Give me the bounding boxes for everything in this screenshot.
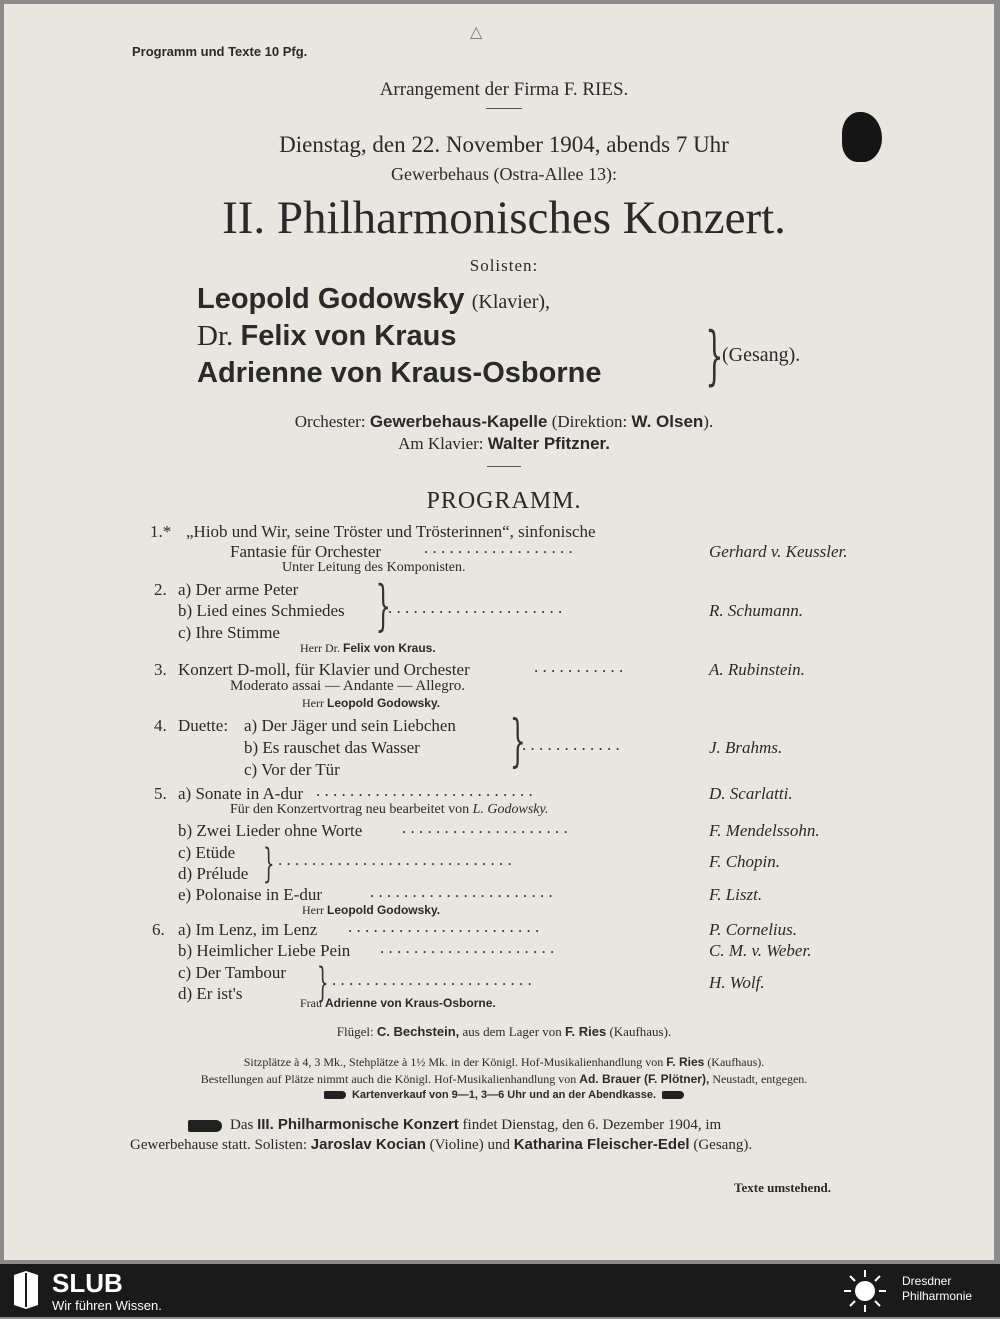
pencil-mark: △	[470, 24, 483, 41]
piano-note-suffix: (Kaufhaus).	[609, 1024, 672, 1039]
tickets-line-2-firm: Ad. Brauer (F. Plötner),	[579, 1072, 710, 1086]
item-5-a-composer: D. Scarlatti.	[709, 784, 793, 803]
concert-title: II. Philharmonisches Konzert.	[222, 192, 786, 244]
director-name: W. Olsen	[631, 412, 704, 431]
item-5-a-dots: . . . . . . . . . . . . . . . . . . . . . . . . . .	[316, 781, 533, 800]
item-6-b-dots: . . . . . . . . . . . . . . . . . . . . .	[380, 938, 555, 957]
tickets-line-1-suffix: (Kaufhaus).	[707, 1055, 765, 1069]
item-2-performer-prefix: Herr Dr.	[300, 641, 340, 655]
soloist-3: Adrienne von Kraus-Osborne	[197, 357, 602, 389]
dp-line-2: Philharmonie	[902, 1289, 973, 1303]
pianist-name: Walter Pfitzner.	[487, 434, 610, 453]
tickets-line-3-text: Kartenverkauf von 9—1, 3—6 Uhr und an der Abendkasse.	[351, 1089, 657, 1101]
item-2-performer-name: Felix von Kraus.	[342, 641, 436, 655]
next-concert-soloist-2: Katharina Fleischer-Edel	[513, 1136, 690, 1153]
item-3-title: Konzert D-moll, für Klavier und Orchester	[178, 660, 470, 679]
soloist-2-prefix: Dr.	[197, 320, 234, 352]
orchestra-label: Orchester:	[294, 412, 366, 431]
item-5-performer-name: Leopold Godowsky.	[326, 903, 441, 917]
price-note: Programm und Texte 10 Pfg.	[132, 44, 308, 59]
next-concert-role-1: (Violine) und	[429, 1137, 510, 1153]
item-5-d: d) Prélude	[178, 864, 249, 883]
item-6-a-dots: . . . . . . . . . . . . . . . . . . . . . . .	[348, 917, 540, 936]
item-1-title-2: Fantasie für Orchester	[230, 542, 382, 561]
piano-label: Am Klavier:	[398, 434, 484, 453]
item-5-performer	[302, 903, 440, 918]
next-concert-soloist-1: Jaroslav Kocian	[310, 1136, 426, 1153]
item-3-number: 3.	[154, 660, 167, 679]
pointing-hand-icon-right	[662, 1091, 684, 1099]
item-5-e: e) Polonaise in E-dur	[178, 885, 322, 904]
item-5-performer-prefix: Herr	[302, 903, 324, 917]
item-4-number: 4.	[154, 716, 167, 735]
item-6-b: b) Heimlicher Liebe Pein	[178, 941, 351, 960]
concert-date: Dienstag, den 22. November 1904, abends 7 Uhr	[279, 132, 729, 157]
soloists-group-role: (Gesang).	[722, 344, 801, 366]
item-1-dots: . . . . . . . . . . . . . . . . . .	[424, 538, 573, 557]
item-4-c: c) Vor der Tür	[244, 760, 340, 779]
piano-accompanist-line	[4, 434, 994, 454]
piano-brand: C. Bechstein,	[376, 1024, 460, 1039]
item-3-performer	[302, 696, 440, 711]
item-4-brace: }	[509, 709, 526, 774]
ornament-divider	[486, 108, 522, 109]
slub-book-icon	[12, 1271, 40, 1309]
soloist-2	[197, 320, 456, 353]
tickets-line-1-text: Sitzplätze à 4, 3 Mk., Stehplätze à 1½ Mk. in der Königl. Hof-Musikalienhandlung von	[243, 1055, 664, 1069]
item-2-composer: R. Schumann.	[709, 601, 803, 620]
dresdner-philharmonie-sun-icon	[842, 1268, 888, 1314]
item-2-a: a) Der arme Peter	[178, 580, 299, 599]
item-2-performer	[300, 641, 436, 656]
item-2-dots: . . . . . . . . . . . . . . . . . . . . .	[388, 598, 563, 617]
soloist-1-name: Leopold Godowsky	[197, 283, 465, 315]
item-2-brace: }	[375, 574, 391, 637]
item-6-number: 6.	[152, 920, 165, 939]
piano-note	[4, 1024, 994, 1040]
item-5-e-dots: . . . . . . . . . . . . . . . . . . . . . .	[370, 882, 553, 901]
soloist-1	[197, 283, 550, 316]
item-5-b-dots: . . . . . . . . . . . . . . . . . . . .	[402, 818, 568, 837]
slub-logo: SLUB	[52, 1268, 123, 1298]
item-5-a-note	[230, 802, 548, 818]
item-6-d: d) Er ist's	[178, 984, 243, 1003]
footer-bar	[0, 1264, 1000, 1317]
item-5-b: b) Zwei Lieder ohne Worte	[178, 821, 363, 840]
item-3-movements: Moderato assai — Andante — Allegro.	[230, 678, 465, 694]
item-5-a: a) Sonate in A-dur	[178, 784, 304, 803]
item-5-cd-brace: }	[262, 841, 275, 887]
item-1-note: Unter Leitung des Komponisten.	[282, 560, 466, 575]
item-5-cd-composer: F. Chopin.	[709, 852, 781, 871]
ornament-divider-2	[487, 466, 521, 467]
item-2-b: b) Lied eines Schmiedes	[178, 601, 345, 620]
item-6-c: c) Der Tambour	[178, 963, 287, 982]
program-sheet	[4, 4, 994, 1260]
next-concert-line-2	[130, 1136, 752, 1154]
concert-venue: Gewerbehaus (Ostra-Allee 13):	[391, 164, 617, 184]
item-5-a-note-text: Für den Konzertvortrag neu bearbeitet von	[230, 802, 470, 817]
next-concert-title: III. Philharmonische Konzert	[257, 1116, 459, 1133]
texts-overleaf-note: Texte umstehend.	[734, 1180, 832, 1195]
item-6-performer	[300, 996, 496, 1011]
item-1-number: 1.*	[150, 522, 172, 541]
item-2-c: c) Ihre Stimme	[178, 623, 280, 642]
item-6-b-composer: C. M. v. Weber.	[709, 941, 812, 960]
item-3-dots: . . . . . . . . . . .	[534, 657, 624, 676]
item-5-number: 5.	[154, 784, 167, 803]
slub-tagline: Wir führen Wissen.	[52, 1298, 162, 1313]
tickets-line-1-firm: F. Ries	[666, 1055, 705, 1069]
next-concert-venue: Gewerbehause statt. Solisten:	[130, 1137, 308, 1153]
item-2-number: 2.	[154, 580, 167, 599]
next-concert-prefix: Das	[230, 1117, 254, 1133]
item-6-cd-brace: }	[316, 960, 329, 1006]
orchestra-line	[4, 412, 994, 432]
item-1-title: „Hiob und Wir, seine Tröster und Trösterinnen“, sinfonische	[186, 522, 596, 541]
tickets-line-2-text: Bestellungen auf Plätze nimmt auch die Königl. Hof-Musikalienhandlung von	[200, 1072, 577, 1086]
next-concert-date: findet Dienstag, den 6. Dezember 1904, im	[462, 1117, 722, 1133]
pointing-hand-icon-large	[188, 1120, 222, 1132]
next-concert-line-1	[188, 1116, 721, 1134]
item-6-performer-name: Adrienne von Kraus-Osborne.	[325, 996, 496, 1010]
item-5-e-composer: F. Liszt.	[709, 885, 763, 904]
piano-note-middle: aus dem Lager von	[462, 1024, 562, 1039]
item-6-a-composer: P. Cornelius.	[709, 920, 798, 939]
item-6-cd-composer: H. Wolf.	[709, 973, 765, 992]
item-5-c: c) Etüde	[178, 843, 236, 862]
item-6-performer-prefix: Frau	[300, 996, 322, 1010]
item-5-a-note-name: L. Godowsky.	[472, 802, 549, 817]
arrangement-line: Arrangement der Firma F. RIES.	[379, 79, 629, 100]
tickets-line-3	[4, 1089, 994, 1101]
tickets-line-2	[4, 1072, 994, 1087]
item-3-performer-name: Leopold Godowsky.	[326, 696, 441, 710]
item-4-label: Duette:	[178, 716, 229, 735]
piano-note-prefix: Flügel:	[336, 1024, 374, 1039]
tickets-line-1	[4, 1055, 994, 1070]
item-5-b-composer: F. Mendelssohn.	[709, 821, 820, 840]
item-6-a: a) Im Lenz, im Lenz	[178, 920, 318, 939]
item-4-b: b) Es rauschet das Wasser	[244, 738, 420, 757]
pointing-hand-icon	[324, 1091, 346, 1099]
item-4-dots: . . . . . . . . . . . .	[522, 735, 620, 754]
direction-close: ).	[703, 412, 714, 431]
soloist-1-role: (Klavier),	[471, 291, 551, 313]
dp-line-1: Dresdner	[902, 1274, 952, 1288]
item-4-composer: J. Brahms.	[709, 738, 783, 757]
direction-label: (Direktion:	[551, 412, 628, 431]
piano-firm: F. Ries	[565, 1024, 607, 1039]
item-5-cd-dots: . . . . . . . . . . . . . . . . . . . . . . . . . . . .	[278, 850, 512, 869]
next-concert-role-2: (Gesang).	[693, 1137, 753, 1153]
item-3-composer: A. Rubinstein.	[709, 660, 805, 679]
item-6-cd-dots: . . . . . . . . . . . . . . . . . . . . . . . .	[332, 970, 532, 989]
item-3-performer-prefix: Herr	[302, 696, 324, 710]
soloist-2-name: Felix von Kraus	[240, 320, 457, 352]
orchestra-name: Gewerbehaus-Kapelle	[369, 412, 548, 431]
program-heading: PROGRAMM.	[426, 488, 582, 514]
tickets-line-2-suffix: Neustadt, entgegen.	[712, 1072, 808, 1086]
item-4-a: a) Der Jäger und sein Liebchen	[244, 716, 456, 735]
soloists-heading: Solisten:	[469, 256, 539, 275]
soloists-brace: }	[705, 319, 724, 393]
item-1-composer: Gerhard v. Keussler.	[709, 542, 848, 561]
